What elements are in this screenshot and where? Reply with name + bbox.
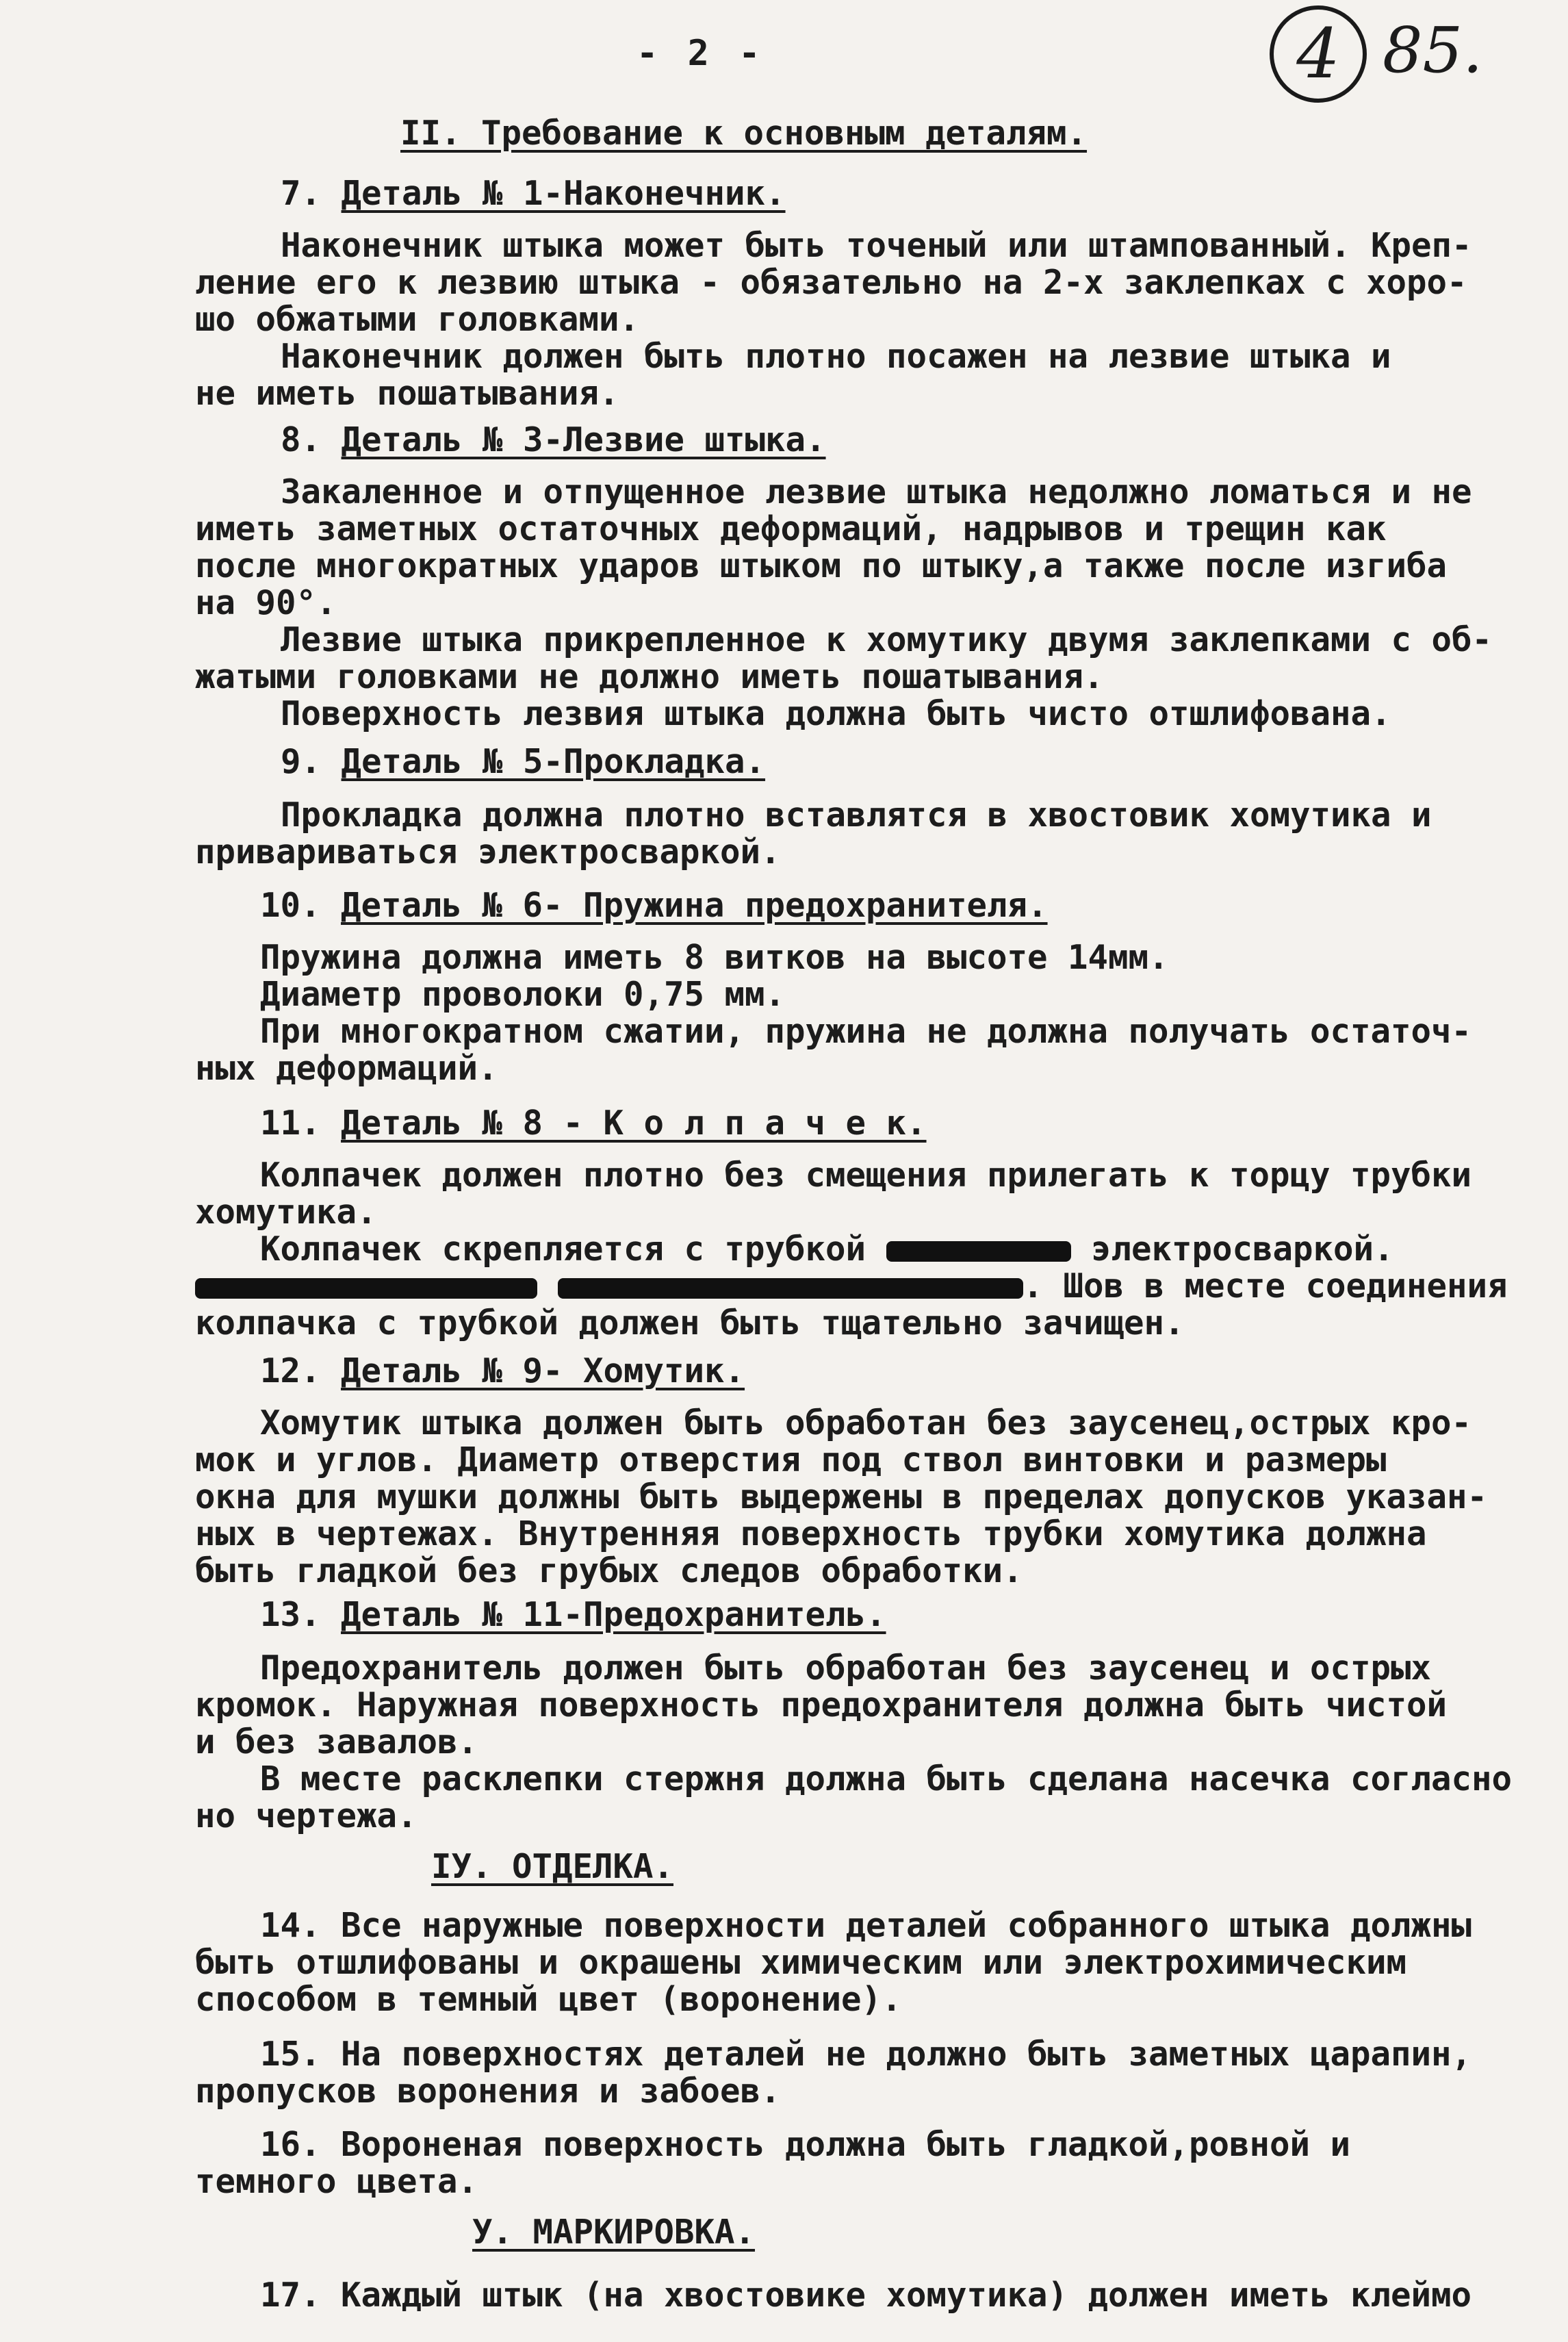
item-8-line-7: Поверхность лезвия штыка должна быть чисто отшлифована. xyxy=(281,694,1391,733)
item-8-line-5: Лезвие штыка прикрепленное к хомутику двумя заклепками с об- xyxy=(281,620,1493,659)
item-14-line-2: быть отшлифованы и окрашены химическим или электрохимическим xyxy=(195,1943,1407,1982)
item-11-line-5: колпачка с трубкой должен быть тщательно зачищен. xyxy=(195,1303,1185,1342)
redaction-mark xyxy=(558,1278,1023,1299)
redaction-mark xyxy=(886,1241,1071,1262)
item-10-line-3: При многократном сжатии, пружина не должна получать остаточ- xyxy=(260,1012,1472,1051)
item-10-line-4: ных деформаций. xyxy=(195,1049,498,1088)
item-8-heading: 8. Деталь № 3-Лезвие штыка. xyxy=(281,420,826,459)
item-13-line-4: В месте расклепки стержня должна быть сделана насечка согласно xyxy=(260,1759,1513,1798)
item-14-line-1: 14. Все наружные поверхности деталей собранного штыка должны xyxy=(260,1906,1472,1945)
item-17-line-1: 17. Каждый штык (на хвостовике хомутика) должен иметь клеймо xyxy=(260,2276,1472,2315)
item-10-line-2: Диаметр проволоки 0,75 мм. xyxy=(260,975,786,1014)
item-11-line-3: Колпачек скрепляется с трубкой электросваркой. xyxy=(260,1230,1394,1269)
item-7-line-2: ление его к лезвию штыка - обязательно на 2-х заклепках с хоро- xyxy=(195,263,1467,302)
item-11-line-4: . Шов в месте соединения xyxy=(195,1268,1537,1305)
item-13-line-2: кромок. Наружная поверхность предохранителя должна быть чистой xyxy=(195,1685,1448,1724)
section-4-title: IУ. ОТДЕЛКА. xyxy=(431,1847,674,1886)
item-8-line-1: Закаленное и отпущенное лезвие штыка недолжно ломаться и не xyxy=(281,472,1472,511)
item-8-line-3: после многократных ударов штыком по штыку,а также после изгиба xyxy=(195,546,1448,585)
item-13-heading: 13. Деталь № 11-Предохранитель. xyxy=(260,1595,886,1634)
item-11-line-1: Колпачек должен плотно без смещения прилегать к торцу трубки xyxy=(260,1156,1472,1195)
item-13-line-5: но чертежа. xyxy=(195,1796,417,1835)
item-8-line-2: иметь заметных остаточных деформаций, надрывов и трещин как xyxy=(195,509,1387,548)
item-15-line-2: пропусков воронения и забоев. xyxy=(195,2072,781,2111)
circled-number-stamp: 4 xyxy=(1270,5,1367,103)
item-12-heading: 12. Деталь № 9- Хомутик. xyxy=(260,1351,745,1390)
item-9-line-1: Прокладка должна плотно вставлятся в хвостовик хомутика и xyxy=(281,795,1432,835)
item-16-line-1: 16. Вороненая поверхность должна быть гладкой,ровной и xyxy=(260,2125,1351,2164)
item-8-line-6: жатыми головками не должно иметь пошатывания. xyxy=(195,657,1104,696)
section-5-title: У. МАРКИРОВКА. xyxy=(472,2213,756,2252)
item-7-line-3: шо обжатыми головками. xyxy=(195,300,640,339)
item-15-line-1: 15. На поверхностях деталей не должно быть заметных царапин, xyxy=(260,2035,1472,2074)
crossed-page-number: 85. xyxy=(1383,14,1483,87)
item-7-line-1: Наконечник штыка может быть точеный или штампованный. Креп- xyxy=(281,226,1472,265)
item-12-line-3: окна для мушки должны быть выдержены в пределах допусков указан- xyxy=(195,1477,1488,1516)
item-9-heading: 9. Деталь № 5-Прокладка. xyxy=(281,742,766,781)
page-number: - 2 - xyxy=(637,33,764,74)
item-14-line-3: способом в темный цвет (воронение). xyxy=(195,1980,902,2019)
item-10-line-1: Пружина должна иметь 8 витков на высоте 14мм. xyxy=(260,938,1169,977)
item-7-heading: 7. Деталь № 1-Наконечник. xyxy=(281,174,786,213)
item-12-line-5: быть гладкой без грубых следов обработки. xyxy=(195,1551,1023,1590)
item-12-line-4: ных в чертежах. Внутренняя поверхность трубки хомутика должна xyxy=(195,1514,1427,1553)
item-10-heading: 10. Деталь № 6- Пружина предохранителя. xyxy=(260,886,1048,925)
section-2-title: II. Требование к основным деталям. xyxy=(400,114,1088,153)
item-12-line-1: Хомутик штыка должен быть обработан без заусенец,острых кро- xyxy=(260,1403,1472,1442)
redaction-mark xyxy=(195,1278,537,1299)
item-7-line-4: Наконечник должен быть плотно посажен на лезвие штыка и xyxy=(281,337,1391,376)
item-12-line-2: мок и углов. Диаметр отверстия под ствол винтовки и размеры xyxy=(195,1440,1387,1479)
item-9-line-2: привариваться электросваркой. xyxy=(195,832,781,871)
item-11-heading: 11. Деталь № 8 - К о л п а ч е к. xyxy=(260,1104,927,1143)
item-7-line-5: не иметь пошатывания. xyxy=(195,374,619,413)
item-13-line-3: и без завалов. xyxy=(195,1722,478,1761)
item-11-line-2: хомутика. xyxy=(195,1193,377,1232)
item-8-line-4: на 90°. xyxy=(195,583,337,622)
item-13-line-1: Предохранитель должен быть обработан без заусенец и острых xyxy=(260,1649,1432,1688)
item-16-line-2: темного цвета. xyxy=(195,2162,478,2201)
